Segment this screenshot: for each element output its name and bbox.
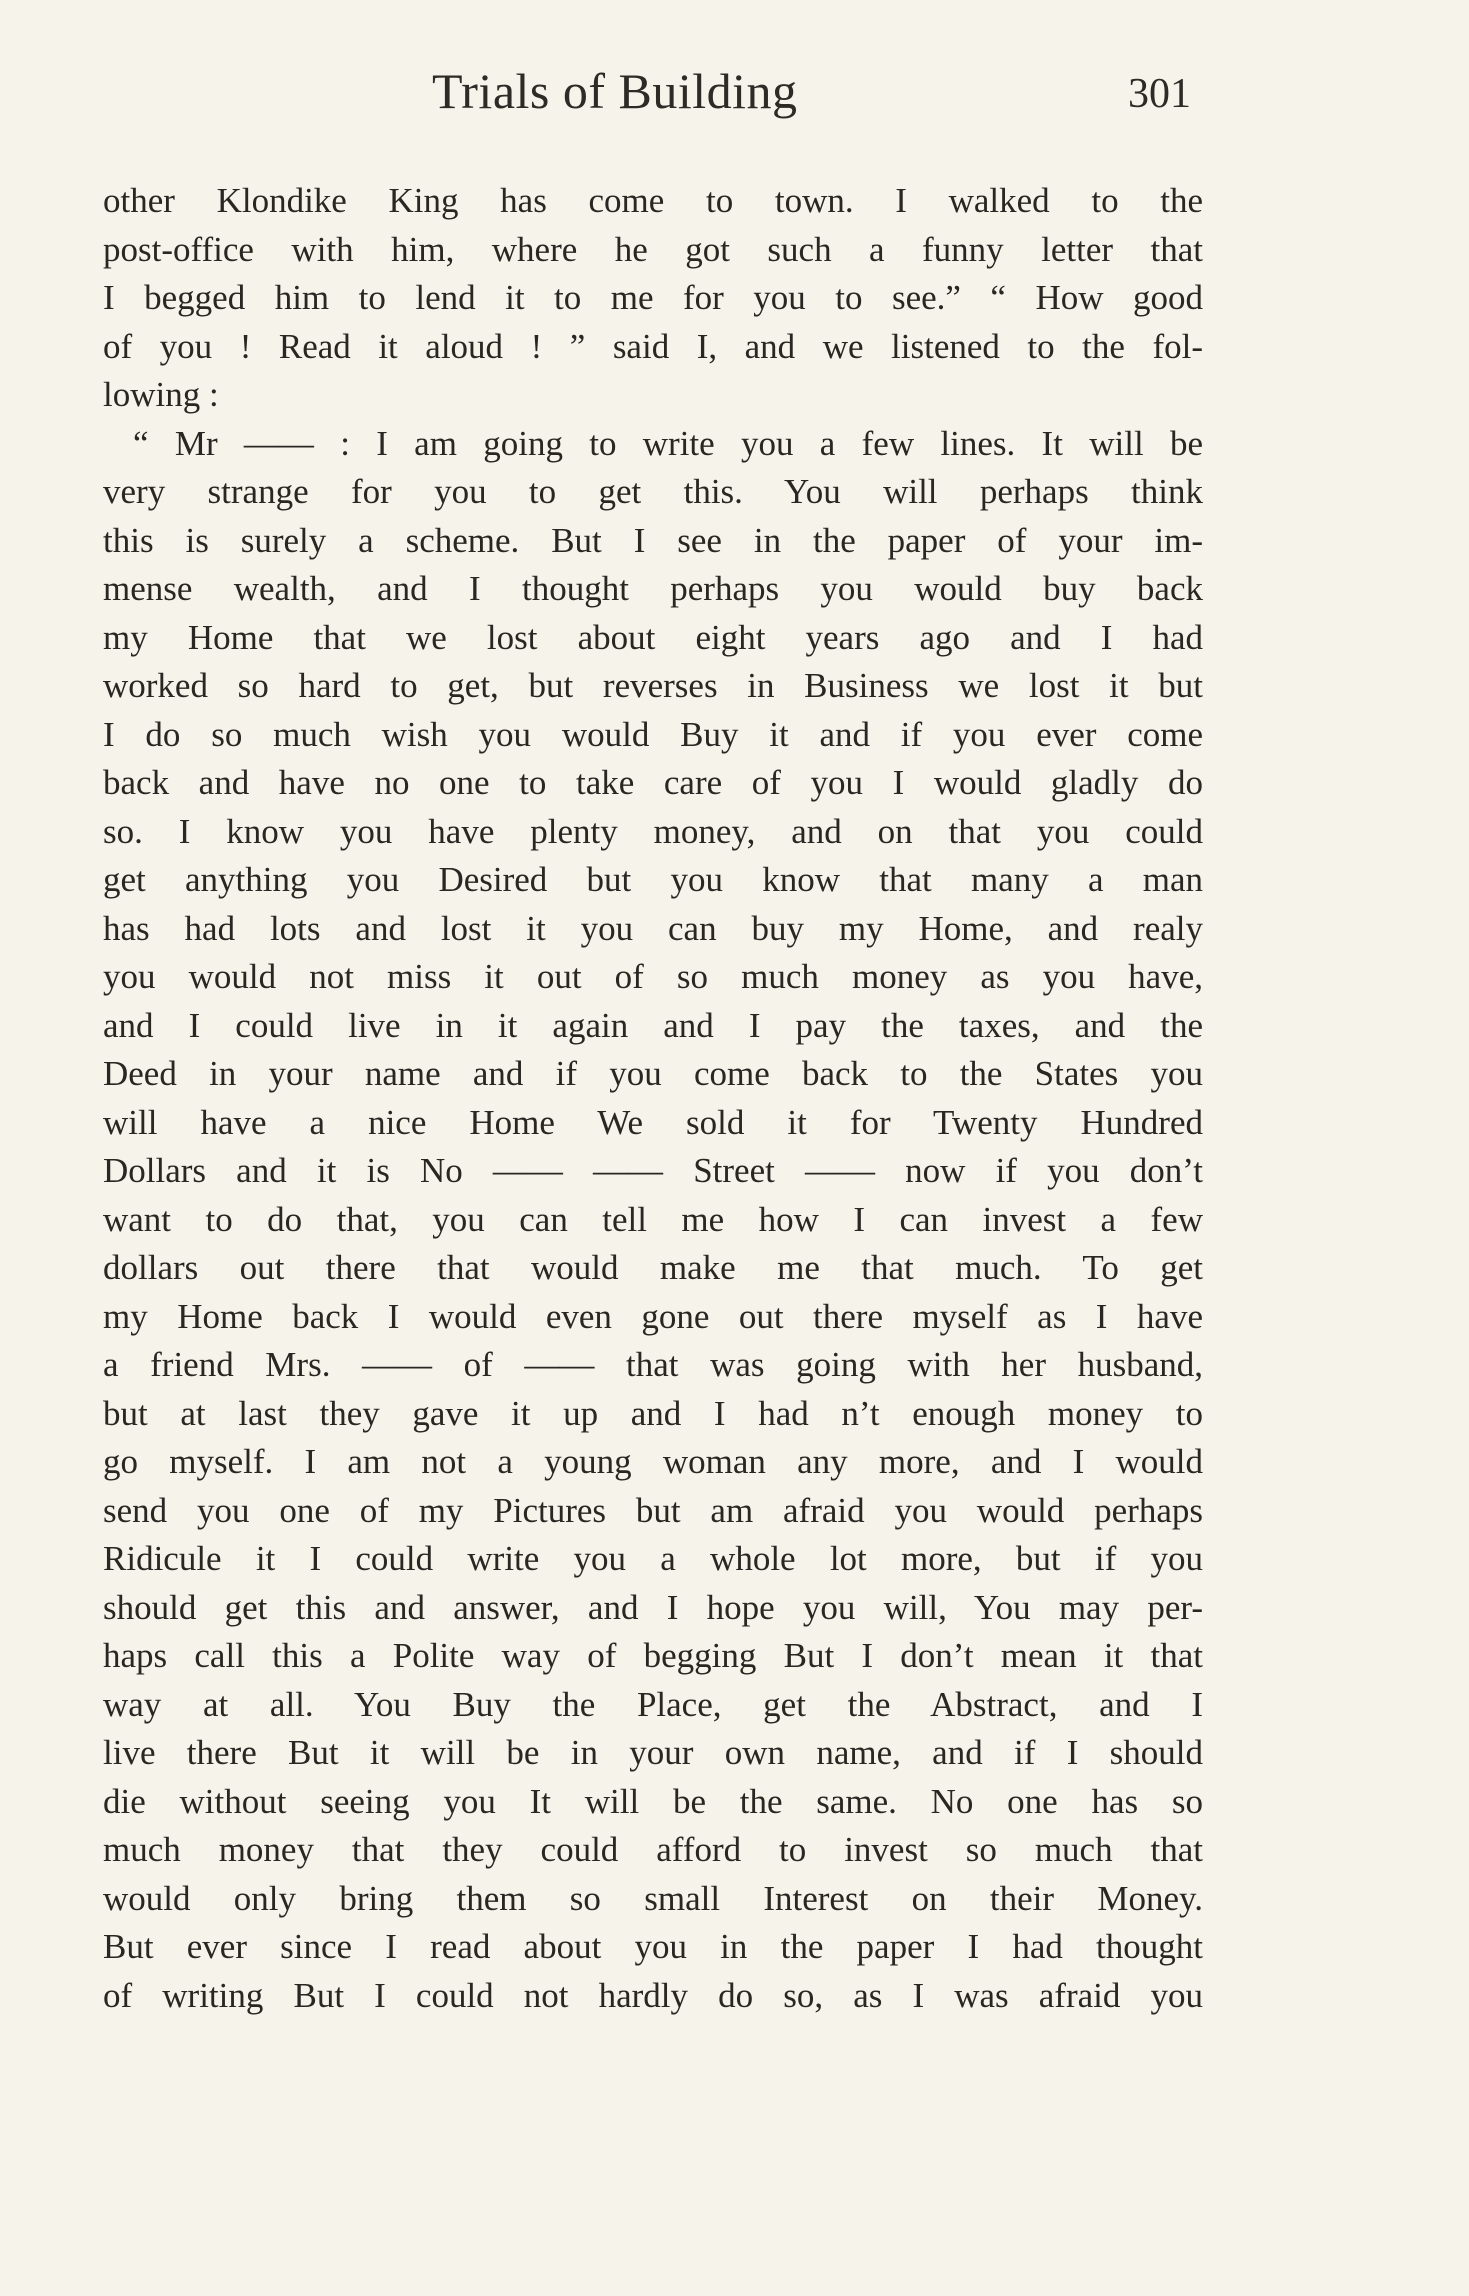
- body-text: [103, 177, 1203, 2020]
- text-line: Dollars and it is No —— —— Street —— now if you don’t: [103, 1151, 1203, 1190]
- text-line: haps call this a Polite way of begging But I don’t mean it that: [103, 1636, 1203, 1675]
- text-line: But ever since I read about you in the paper I had thought: [103, 1927, 1203, 1966]
- running-title: Trials of Building: [432, 63, 798, 119]
- text-line: this is surely a scheme. But I see in the paper of your im-: [103, 520, 1203, 560]
- text-line: get anything you Desired but you know that many a man: [103, 860, 1203, 899]
- text-line: so. I know you have plenty money, and on that you could: [103, 811, 1203, 851]
- text-line: my Home that we lost about eight years ago and I had: [103, 617, 1203, 657]
- text-line: should get this and answer, and I hope you will, You may per-: [103, 1587, 1203, 1627]
- text-line: of writing But I could not hardly do so, as I was afraid you: [103, 1975, 1203, 2015]
- text-line: you would not miss it out of so much money as you have,: [103, 957, 1203, 996]
- page-number: 301: [1128, 71, 1191, 117]
- text-line: post-office with him, where he got such a funny letter that: [103, 229, 1203, 269]
- text-line: mense wealth, and I thought perhaps you would buy back: [103, 569, 1203, 608]
- text-line: but at last they gave it up and I had n’t enough money to: [103, 1393, 1203, 1433]
- text-line: “ Mr —— : I am going to write you a few lines. It will be: [133, 423, 1203, 463]
- text-line: send you one of my Pictures but am afraid you would perhaps: [103, 1490, 1203, 1530]
- text-line: want to do that, you can tell me how I can invest a few: [103, 1199, 1203, 1239]
- text-line: dollars out there that would make me that much. To get: [103, 1248, 1203, 1287]
- text-line: way at all. You Buy the Place, get the Abstract, and I: [103, 1684, 1203, 1724]
- text-line: much money that they could afford to invest so much that: [103, 1830, 1203, 1869]
- text-line: Ridicule it I could write you a whole lot more, but if you: [103, 1539, 1203, 1578]
- text-line: of you ! Read it aloud ! ” said I, and we listened to the fol-: [103, 326, 1203, 366]
- text-line: back and have no one to take care of you I would gladly do: [103, 763, 1203, 802]
- text-line: has had lots and lost it you can buy my Home, and realy: [103, 908, 1203, 948]
- text-line: lowing :: [103, 375, 219, 414]
- text-line: die without seeing you It will be the same. No one has so: [103, 1781, 1203, 1821]
- text-line: I begged him to lend it to me for you to see.” “ How good: [103, 278, 1203, 317]
- text-line: other Klondike King has come to town. I walked to the: [103, 181, 1203, 220]
- text-line: would only bring them so small Interest on their Money.: [103, 1878, 1203, 1918]
- text-line: Deed in your name and if you come back to the States you: [103, 1054, 1203, 1093]
- text-line: live there But it will be in your own name, and if I should: [103, 1733, 1203, 1772]
- text-line: go myself. I am not a young woman any more, and I would: [103, 1442, 1203, 1481]
- text-line: a friend Mrs. —— of —— that was going with her husband,: [103, 1345, 1203, 1384]
- text-line: I do so much wish you would Buy it and if you ever come: [103, 714, 1203, 754]
- text-line: and I could live in it again and I pay the taxes, and the: [103, 1005, 1203, 1045]
- running-head: [0, 62, 1469, 132]
- text-line: my Home back I would even gone out there myself as I have: [103, 1296, 1203, 1336]
- text-line: will have a nice Home We sold it for Twenty Hundred: [103, 1102, 1203, 1142]
- text-line: very strange for you to get this. You will perhaps think: [103, 472, 1203, 511]
- text-line: worked so hard to get, but reverses in Business we lost it but: [103, 666, 1203, 705]
